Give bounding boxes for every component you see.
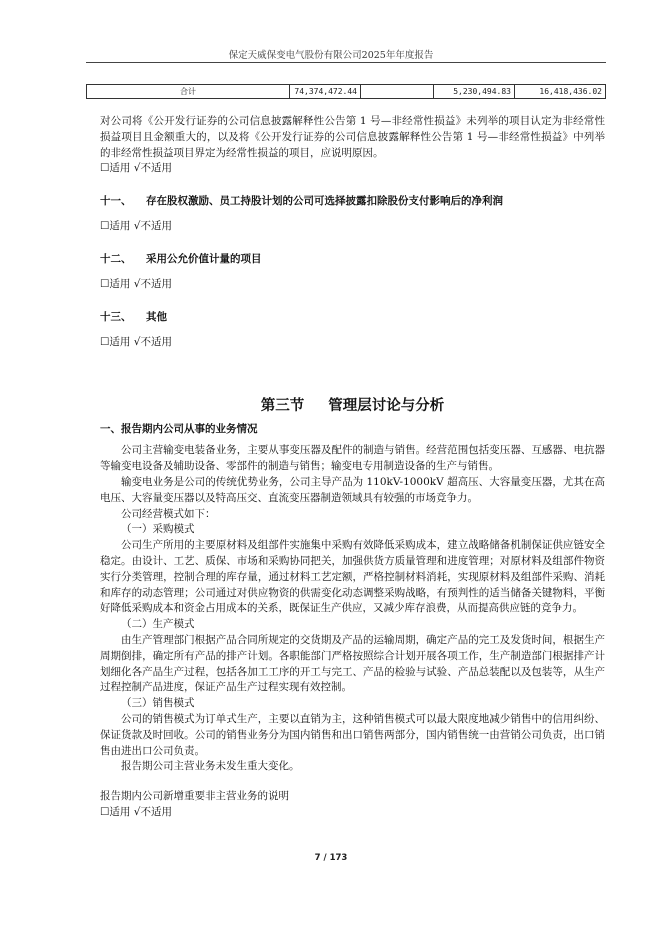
table-cell: 5,230,494.83 [434,85,515,99]
page-header: 保定天威保变电气股份有限公司2025年年度报告 [228,50,434,61]
body-paragraph: 输变电业务是公司的传统优势业务，公司主导产品为 110kV-1000kV 超高压、大容量变压器，尤其在高电压、大容量变压器以及特高压交、直流变压器制造领域具有较强的市场竞争力。 [100,475,605,504]
table-cell-label: 合计 [87,85,290,99]
section-number: 十三、 [100,311,132,324]
new-business-note: 报告期内公司新增重要非主营业务的说明 [100,790,289,803]
table-cell: 16,418,436.02 [515,85,606,99]
section-title: 采用公允价值计量的项目 [146,253,262,266]
applicability-checkbox: ☐适用 √不适用 [100,336,172,349]
section-heading-13 [100,310,605,325]
table-cell-empty [361,85,434,99]
section-number: 十一、 [100,195,132,208]
subheading-procurement: （一）采购模式 [121,523,195,536]
table-row [87,85,606,99]
body-paragraph: 公司主营输变电装备业务，主要从事变压器及配件的制造与销售。经营范围包括变压器、互感器、电抗器等输变电设备及辅助设备、零部件的制造与销售；输变电专用制造设备的生产与销售。 [100,444,605,473]
section-number: 十二、 [100,253,132,266]
chapter-title [100,396,605,416]
subheading-production: （二）生产模式 [121,618,195,631]
applicability-checkbox: ☐适用 √不适用 [100,278,172,291]
body-paragraph: 公司生产所用的主要原材料及组部件实施集中采购有效降低采购成本，建立战略储备机制保证供应链安全稳定。由设计、工艺、质保、市场和采购协同把关，加强供货方质量管理和进度管理；对原材料及组部件物资实行分类管理，控制合理的库存量，通过材料工艺定额，严格控制材料消耗，实现原材料及组部件采购、消耗和库存的动态管理；公司通过对供应物资的供需变化动态调整采购战略，有预判性的适当储备关键物料，平衡好降低采购成本和资金占用成本的关系，既保证生产供应，又减少库存浪费，从而提高供应链的竞争力。 [100,539,605,615]
summary-table [86,84,606,99]
header-divider [86,62,606,63]
subheading-sales: （三）销售模式 [121,697,195,710]
section-title: 存在股权激励、员工持股计划的公司可选择披露扣除股份支付影响后的净利润 [146,195,503,208]
page-number: 7 / 173 [314,853,348,863]
body-paragraph: 公司的销售模式为订单式生产，主要以直销为主，这种销售模式可以最大限度地减少销售中的信用纠纷、保证货款及时回收。公司的销售业务分为国内销售和出口销售两部分，国内销售统一由营销公司负责，出口销售由进出口公司负责。 [100,712,605,757]
body-paragraph: 报告期公司主营业务未发生重大变化。 [121,760,300,773]
main-content [100,114,605,820]
applicability-checkbox: ☐适用 √不适用 [100,805,172,818]
chapter-number: 第三节 [260,398,305,415]
section-title: 其他 [146,311,167,324]
body-paragraph: 由生产管理部门根据产品合同所规定的交货期及产品的运输周期，确定产品的完工及发货时间，根据生产周期倒排，确定所有产品的排产计划。各职能部门严格按照综合计划开展各项工作，生产制造部门根据排产计划细化各产品生产过程，包括各加工工序的开工与完工、产品的检验与试验、产品总装配以及包装等，从生产过程控制产品进度，保证产品生产过程实现有效控制。 [100,633,605,694]
applicability-checkbox: ☐适用 √不适用 [100,220,172,233]
applicability-checkbox: ☐适用 √不适用 [100,162,172,175]
section-heading-12 [100,252,605,267]
section-heading-11 [100,194,605,209]
part-heading: 一、报告期内公司从事的业务情况 [100,423,258,436]
chapter-name: 管理层讨论与分析 [328,398,445,415]
table-cell: 74,374,472.44 [290,85,361,99]
body-paragraph: 公司经营模式如下： [121,507,216,520]
intro-paragraph: 对公司将《公开发行证券的公司信息披露解释性公告第 1 号—非经常性损益》未列举的项目认定为非经常性损益项目且金额重大的，以及将《公开发行证券的公司信息披露解释性公告第 1 号—非经常性损益》中列举的非经常性损益项目界定为经常性损益的项目，应说明原因。 [100,115,605,159]
